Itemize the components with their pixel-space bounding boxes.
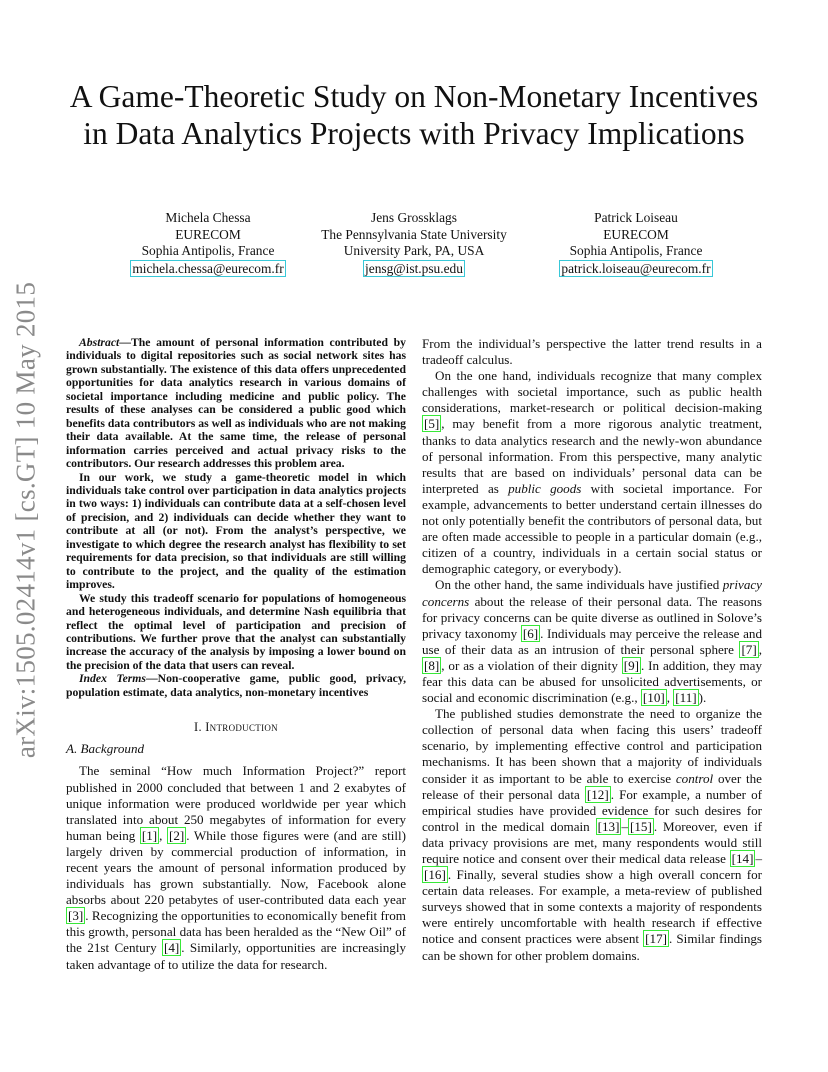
citation-link[interactable]: [14] xyxy=(731,851,754,866)
citation-link[interactable]: [2] xyxy=(169,827,185,843)
citation-link[interactable]: [6] xyxy=(522,625,539,641)
index-terms: —Non-cooperative game, public good, privacy, population estimate, data analytics, non-monetary incentives xyxy=(66,672,406,699)
abstract-label: Abstract xyxy=(79,336,120,349)
paper-title: A Game-Theoretic Study on Non-Monetary Incentives in Data Analytics Projects with Privacy Implications xyxy=(69,79,759,151)
body-paragraph: On the one hand, individuals recognize that many complex challenges with societal importance, such as public health considerations, market-research or political decision-making [5] , may benefit from a more rigorous analytic treatment, thanks to data analytics research and the newly-won abundance of personal information. From this perspective, many analytic results that are based on individuals’ personal data can be interpreted as public goods with societal importance. For example, advancements to better understand certain illnesses do not only potentially benefit the contributors of personal data, but are often made accessible to people in a particular domain (e.g., citizen of a country, individuals in a certain social status or demographic category, or everybody). xyxy=(422,368,762,577)
citation-link[interactable]: [5] xyxy=(424,416,440,432)
author-email-link[interactable]: jensg@ist.psu.edu xyxy=(365,260,463,276)
citation-link[interactable]: [16] xyxy=(424,867,446,883)
author-affiliation: EURECOM xyxy=(175,226,241,242)
citation-link[interactable]: [8] xyxy=(424,657,440,673)
citation-link[interactable]: [1] xyxy=(141,827,158,843)
author-affiliation: The Pennsylvania State University xyxy=(321,226,507,242)
author-name: Michela Chessa xyxy=(165,210,251,225)
body-paragraph: The seminal “How much Information Project?” report published in 2000 concluded that between 1 and 2 exabytes of unique information were produced worldwide per year which translated into about 250 megabytes of information for every human being [1] , [2] . While those figures were (and are still) largely driven by commercial production of information, in recent years the amount of personal information produced by individuals has grown substantially. Now, Facebook alone absorbs about 220 petabytes of user-contributed data each year [3] . Recognizing the opportunities to economically benefit from this growth, personal data has been heralded as the “New Oil” of the 21st Century [4] . Similarly, opportunities are increasingly taken advantage of to utilize the data for research. xyxy=(66,763,406,972)
section-heading: I. Introduction xyxy=(194,720,278,735)
body-paragraph: The published studies demonstrate the need to organize the collection of personal data when facing this users’ tradeoff scenario, by implementing effective control and participation mechanisms. It has been shown that a majority of individuals consider it as important to be able to exercise control over the release of their personal data [12] . For example, a number of empirical studies have provided evidence for such desires for control in the medical domain [13] – [15] . Moreover, even if data privacy provisions are met, many respondents would still require notice and consent over their medical data release [14] –[16] . Finally, several studies show a high overall concern for certain data releases. For example, a meta-review of published surveys showed that in some contexts a majority of respondents were entirely uncomfortable with health research if effective notice and consent practices were absent [17] . Similar findings can be shown for other problem domains. xyxy=(422,706,763,963)
author-block xyxy=(0,210,828,290)
author-3 xyxy=(521,210,751,277)
author-name: Jens Grossklags xyxy=(371,210,457,225)
citation-link[interactable]: [7] xyxy=(741,641,757,657)
author-email-link[interactable]: michela.chessa@eurecom.fr xyxy=(132,260,284,276)
citation-link[interactable]: [11] xyxy=(675,690,697,706)
arxiv-identifier-text: arXiv:1505.02414v1 [cs.GT] 10 May 2015 xyxy=(10,281,41,759)
body-paragraph: On the other hand, the same individuals have justified privacy concerns about the release of their personal data. The reasons for privacy concerns can be quite diverse as outlined in Solove’s privacy taxonomy [6] . Individuals may perceive the release and use of their data as an intrusion of their personal sphere [7] , [8] , or as a violation of their dignity [9] . In addition, they may fear this data can be abused for unsolicited advertisements, or social and economic discrimination (e.g., [10] , [11] ). xyxy=(422,577,762,706)
section-title: Introduction xyxy=(205,720,278,735)
author-1 xyxy=(93,210,323,277)
citation-link[interactable]: [10] xyxy=(642,690,665,706)
author-2 xyxy=(299,210,529,277)
citation-link[interactable]: [13] xyxy=(597,818,620,834)
citation-link[interactable]: [4] xyxy=(163,940,180,956)
abstract-paragraph-3: We study this tradeoff scenario for populations of homogeneous and heterogeneous individuals, and determine Nash equilibria that reflect the optimal level of participation and precision of contributions. We further prove that the analyst can substantially increase the accuracy of the analysis by imposing a lower bound on the precision of the data that users can reveal. xyxy=(66,591,406,672)
abstract xyxy=(66,336,406,699)
subsection-heading: A. Background xyxy=(66,741,145,757)
author-location: Sophia Antipolis, France xyxy=(141,243,275,259)
author-affiliation: EURECOM xyxy=(603,226,669,242)
author-location: Sophia Antipolis, France xyxy=(569,243,703,259)
right-column xyxy=(422,336,762,964)
body-paragraph: From the individual’s perspective the latter trend results in a tradeoff calculus. xyxy=(422,336,762,368)
citation-link[interactable]: [15] xyxy=(630,818,652,834)
index-terms-label: Index Terms xyxy=(79,672,146,686)
left-column xyxy=(66,336,406,973)
author-email-link[interactable]: patrick.loiseau@eurecom.fr xyxy=(561,260,711,276)
author-location: University Park, PA, USA xyxy=(343,243,485,259)
abstract-paragraph-1: —The amount of personal information contributed by individuals to digital repositories such as social network sites has grown substantially. The existence of this data offers unprecedented opportunities for data analytics research in various domains of societal importance including medicine and public policy. The results of these analyses can be considered a public good which benefits data contributors as well as individuals who are not making their data available. At the same time, the release of personal information carries perceived and actual privacy risks to the contributors. Our research addresses this problem area. xyxy=(66,336,406,471)
abstract-paragraph-2: In our work, we study a game-theoretic model in which individuals take control over participation in data analytics projects in two ways: 1) individuals can contribute data at a self-chosen level of precision, and 2) individuals can decide whether they want to contribute at all (or not). From the analyst’s perspective, we investigate to which degree the research analyst has flexibility to set requirements for data precision, so that individuals are still willing to contribute to the project, and the quality of the estimation improves. xyxy=(66,470,406,592)
citation-link[interactable]: [12] xyxy=(586,786,609,802)
citation-link[interactable]: [3] xyxy=(68,908,84,924)
citation-link[interactable]: [9] xyxy=(623,657,640,673)
author-name: Patrick Loiseau xyxy=(594,210,678,225)
citation-link[interactable]: [17] xyxy=(645,931,667,947)
